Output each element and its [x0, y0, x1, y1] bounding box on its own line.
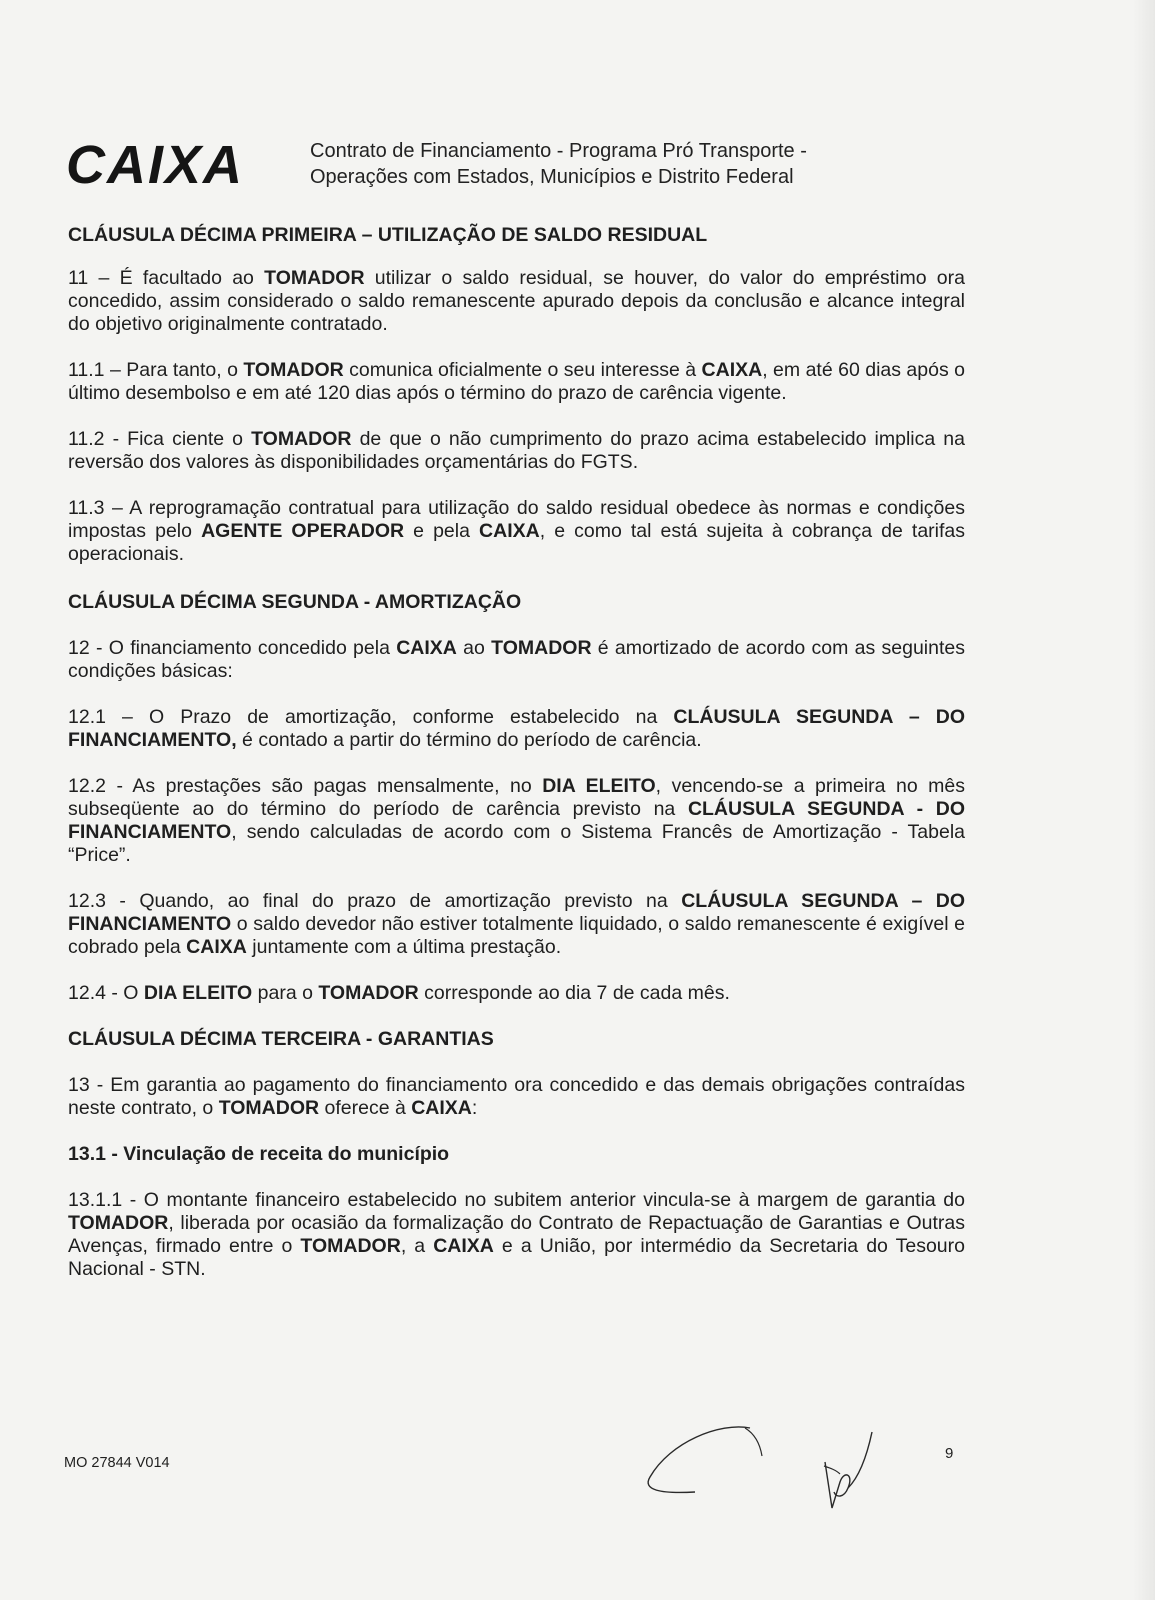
paragraph-11: 11 – É facultado ao TOMADOR utilizar o saldo residual, se houver, do valor do empréstimo ora concedido, assim considerado o saldo remanescente apurado depois da conclusão e alcance integral do objetivo originalmente contratado. [68, 267, 965, 335]
caixa-logo: CAIXA [66, 135, 245, 195]
paragraph-number: 12 [68, 637, 90, 659]
paragraph-number: 12.3 [68, 890, 106, 912]
header-title [310, 138, 807, 190]
paragraph-number: 13.1.1 [68, 1189, 123, 1211]
paragraph-13-1-1: 13.1.1 - O montante financeiro estabelecido no subitem anterior vincula-se à margem de garantia do TOMADOR, liberada por ocasião da formalização do Contrato de Repactuação de Garantias e Outras Avenças, firmado entre o TOMADOR, a CAIXA e a União, por intermédio da Secretaria do Tesouro Nacional - STN. [68, 1189, 965, 1280]
document-body [68, 224, 965, 1281]
paragraph-12-4: 12.4 - O DIA ELEITO para o TOMADOR corresponde ao dia 7 de cada mês. [68, 982, 730, 1004]
paragraph-11-1: 11.1 – Para tanto, o TOMADOR comunica oficialmente o seu interesse à CAIXA, em até 60 dias após o último desembolso e em até 120 dias após o término do prazo de carência vigente. [68, 359, 965, 404]
paragraph-12: 12 - O financiamento concedido pela CAIXA ao TOMADOR é amortizado de acordo com as seguintes condições básicas: [68, 637, 965, 682]
subsection-13-1-heading: 13.1 - Vinculação de receita do município [68, 1143, 450, 1165]
handwritten-initials [640, 1422, 900, 1522]
paragraph-number: 12.1 [68, 706, 106, 728]
document-code: MO 27844 V014 [64, 1455, 170, 1471]
paragraph-11-3: 11.3 – A reprogramação contratual para utilização do saldo residual obedece às normas e condições impostas pelo AGENTE OPERADOR e pela CAIXA, e como tal está sujeita à cobrança de tarifas operacionais. [68, 497, 966, 565]
paragraph-number: 12.4 [68, 982, 106, 1004]
clause-12-heading: CLÁUSULA DÉCIMA SEGUNDA - AMORTIZAÇÃO [68, 591, 522, 613]
clause-13-heading: CLÁUSULA DÉCIMA TERCEIRA - GARANTIAS [68, 1028, 494, 1050]
paragraph-12-1: 12.1 – O Prazo de amortização, conforme estabelecido na CLÁUSULA SEGUNDA – DO FINANCIAMENTO, é contado a partir do término do período de carência. [68, 706, 965, 751]
clause-11-heading: CLÁUSULA DÉCIMA PRIMEIRA – UTILIZAÇÃO DE SALDO RESIDUAL [68, 224, 708, 246]
paragraph-number: 11 [68, 267, 89, 289]
paragraph-number: 13 [68, 1074, 90, 1096]
header-title-line-1: Contrato de Financiamento - Programa Pró Transporte - [310, 140, 807, 162]
paragraph-number: 12.2 [68, 775, 106, 797]
paragraph-12-3: 12.3 - Quando, ao final do prazo de amortização previsto na CLÁUSULA SEGUNDA – DO FINANCIAMENTO o saldo devedor não estiver totalmente liquidado, o saldo remanescente é exigível e cobrado pela CAIXA juntamente com a última prestação. [68, 890, 966, 958]
paragraph-number: 11.1 [68, 359, 105, 381]
paragraph-11-2: 11.2 - Fica ciente o TOMADOR de que o não cumprimento do prazo acima estabelecido implica na reversão dos valores às disponibilidades orçamentárias do FGTS. [68, 428, 965, 473]
page-edge-shadow [1133, 0, 1155, 1600]
page-number: 9 [945, 1445, 954, 1462]
paragraph-13: 13 - Em garantia ao pagamento do financiamento ora concedido e das demais obrigações contraídas neste contrato, o TOMADOR oferece à CAIXA: [68, 1074, 965, 1119]
paragraph-number: 11.2 [68, 428, 105, 450]
paragraph-12-2: 12.2 - As prestações são pagas mensalmente, no DIA ELEITO, vencendo-se a primeira no mês subseqüente ao do término do período de carência previsto na CLÁUSULA SEGUNDA - DO FINANCIAMENTO, sendo calculadas de acordo com o Sistema Francês de Amortização - Tabela “Price”. [68, 775, 966, 866]
paragraph-number: 11.3 [68, 497, 105, 519]
header-title-line-2: Operações com Estados, Municípios e Distrito Federal [310, 166, 794, 188]
